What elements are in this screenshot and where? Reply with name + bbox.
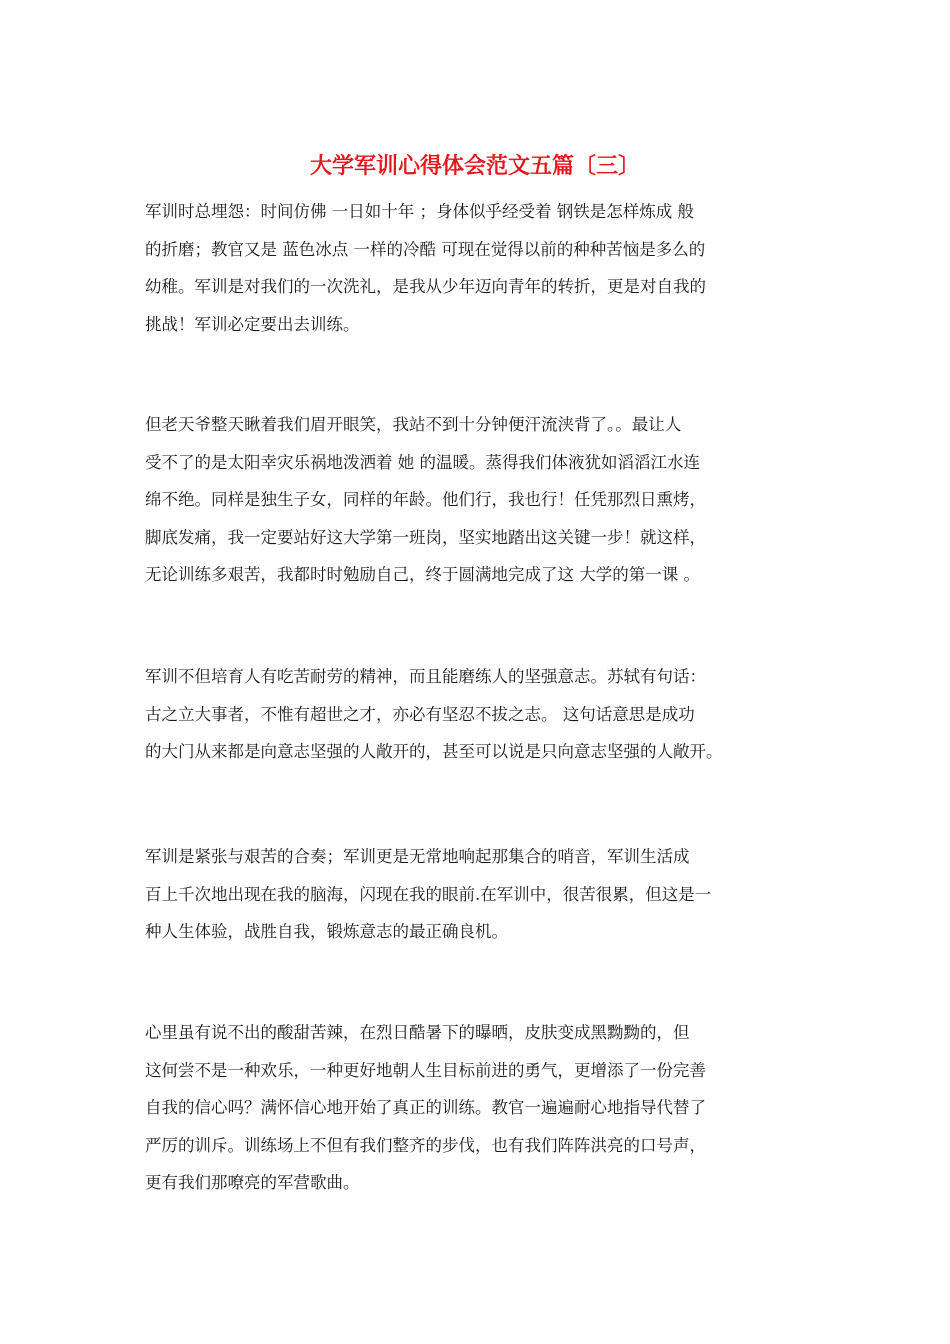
text-line: 更有我们那嘹亮的军营歌曲。 [145, 1173, 360, 1192]
text-line: 军训不但培育人有吃苦耐劳的精神，而且能磨练人的坚强意志。苏轼有句话： [145, 667, 706, 686]
text-line: 百上千次地出现在我的脑海，闪现在我的眼前.在军训中，很苦很累，但这是一 [145, 884, 712, 904]
paragraph-5 [145, 1014, 815, 1202]
text-line: 脚底发痛，我一定要站好这大学第一班岗，坚实地踏出这关键一步！就这样， [145, 527, 706, 547]
text-line: 军训时总埋怨：时间仿佛 一日如十年 ；身体似乎经受着 钢铁是怎样炼成 般 [145, 202, 694, 221]
document-title: 大学军训心得体会范文五篇〔三〕 [309, 153, 640, 179]
text-line: 这何尝不是一种欢乐，一种更好地朝人生目标前进的勇气，更增添了一份完善 [145, 1060, 706, 1080]
text-line: 绵不绝。同样是独生子女，同样的年龄。他们行，我也行！任凭那烈日熏烤， [145, 490, 706, 509]
text-line: 的大门从来都是向意志坚强的人敞开的，甚至可以说是只向意志坚强的人敞开。 [145, 742, 723, 761]
text-line: 心里虽有说不出的酸甜苦辣，在烈日酷暑下的曝晒，皮肤变成黑黝黝的，但 [145, 1023, 690, 1042]
text-line: 幼稚。军训是对我们的一次洗礼，是我从少年迈向青年的转折，更是对自我的 [145, 277, 706, 296]
text-line: 受不了的是太阳幸灾乐祸地泼洒着 她 的温暖。蒸得我们体液犹如滔滔江水连 [145, 452, 700, 472]
text-line: 种人生体验，战胜自我，锻炼意志的最正确良机。 [145, 922, 508, 941]
text-line: 但老天爷整天瞅着我们眉开眼笑，我站不到十分钟便汗流浃背了。。最让人 [145, 415, 682, 434]
paragraph-3 [145, 658, 815, 771]
text-line: 古之立大事者，不惟有超世之才，亦必有坚忍不拔之志。 这句话意思是成功 [145, 704, 695, 724]
text-line: 自我的信心吗？满怀信心地开始了真正的训练。教官一遍遍耐心地指导代替了 [145, 1098, 706, 1117]
paragraph-4 [145, 838, 815, 951]
text-line: 无论训练多艰苦，我都时时勉励自己，终于圆满地完成了这 大学的第一课 。 [145, 565, 700, 584]
paragraph-1 [145, 193, 815, 343]
text-line: 严厉的训斥。训练场上不但有我们整齐的步伐，也有我们阵阵洪亮的口号声， [145, 1135, 706, 1155]
text-line: 挑战！军训必定要出去训练。 [145, 314, 360, 334]
text-line: 的折磨；教官又是 蓝色冰点 一样的冷酷 可现在觉得以前的种种苦恼是多么的 [145, 239, 706, 259]
paragraph-2 [145, 406, 815, 594]
text-line: 军训是紧张与艰苦的合奏；军训更是无常地响起那集合的哨音，军训生活成 [145, 847, 690, 866]
